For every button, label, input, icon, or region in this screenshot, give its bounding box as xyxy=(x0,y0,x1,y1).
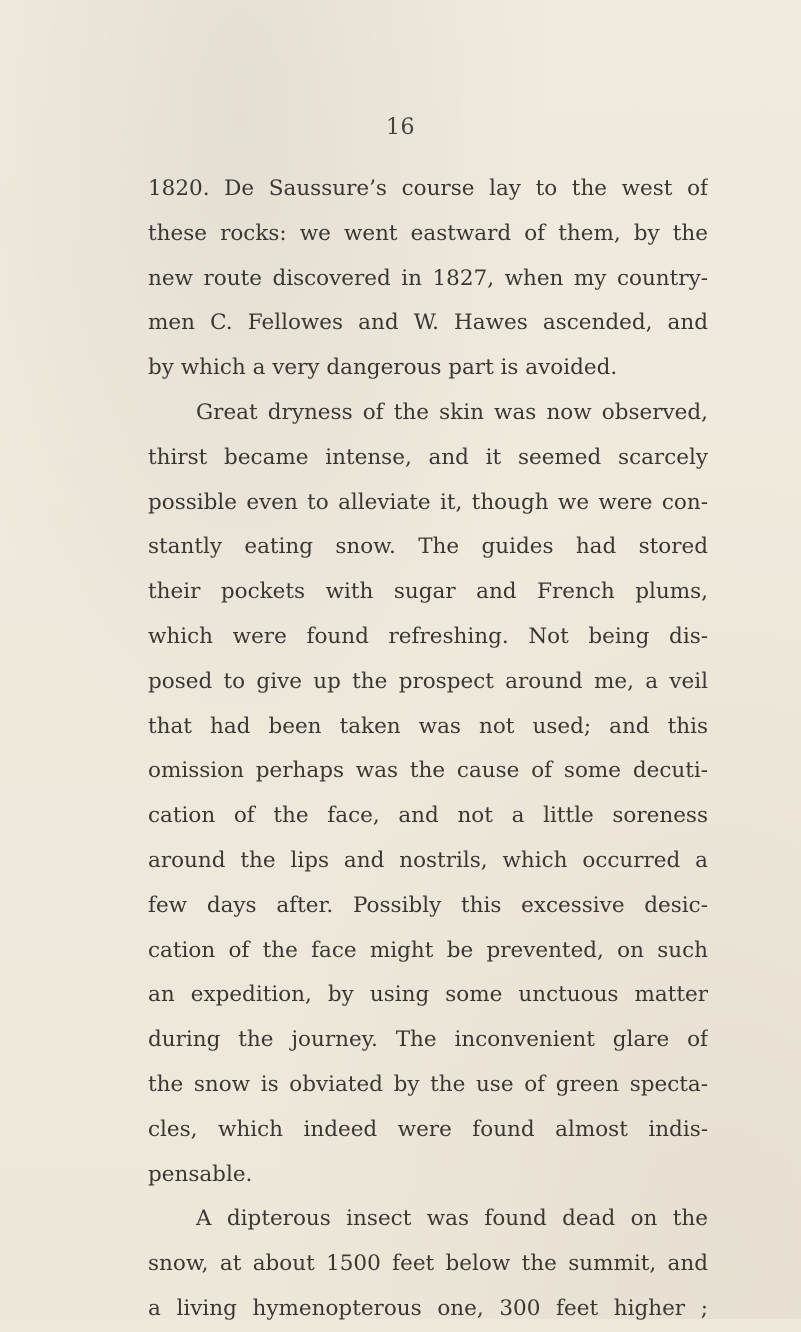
text-line: snow, at about 1500 feet below the summit, and xyxy=(148,1251,708,1277)
text-line: a living hymenopterous one, 300 feet higher ; xyxy=(148,1295,708,1321)
text-line: men C. Fellowes and W. Hawes ascended, and xyxy=(148,310,708,336)
text-line: cation of the face, and not a little soreness xyxy=(148,803,708,829)
text-line: stantly eating snow. The guides had stored xyxy=(148,534,708,560)
text-line: that had been taken was not used; and this xyxy=(148,713,708,739)
text-line: which were found refreshing. Not being dis- xyxy=(148,623,708,649)
text-line: omission perhaps was the cause of some decuti- xyxy=(148,758,708,784)
text-line: by which a very dangerous part is avoided. xyxy=(148,355,618,381)
text-line: the snow is obviated by the use of green specta- xyxy=(148,1071,708,1097)
text-line: an expedition, by using some unctuous matter xyxy=(148,982,708,1008)
text-line: thirst became intense, and it seemed scarcely xyxy=(148,444,708,470)
text-line: cles, which indeed were found almost indis- xyxy=(148,1116,708,1142)
text-line: cation of the face might be prevented, on such xyxy=(148,937,708,963)
text-line: possible even to alleviate it, though we were con- xyxy=(148,489,708,515)
text-line: these rocks: we went eastward of them, by the xyxy=(148,220,708,246)
body-text xyxy=(148,167,708,1332)
text-line: posed to give up the prospect around me, a veil xyxy=(148,668,708,694)
text-line: during the journey. The inconvenient glare of xyxy=(148,1027,708,1053)
text-line: around the lips and nostrils, which occurred a xyxy=(148,847,708,873)
text-line: 1820. De Saussure’s course lay to the west of xyxy=(148,176,708,201)
text-line: few days after. Possibly this excessive desic- xyxy=(148,892,708,918)
text-line: new route discovered in 1827, when my country- xyxy=(148,265,708,291)
paragraph-start-line: Great dryness of the skin was now observed, xyxy=(196,399,708,425)
page-number: 16 xyxy=(386,115,415,140)
text-line: their pockets with sugar and French plums, xyxy=(148,579,708,605)
text-line: pensable. xyxy=(148,1161,253,1187)
paragraph-start-line: A dipterous insect was found dead on the xyxy=(196,1206,708,1232)
